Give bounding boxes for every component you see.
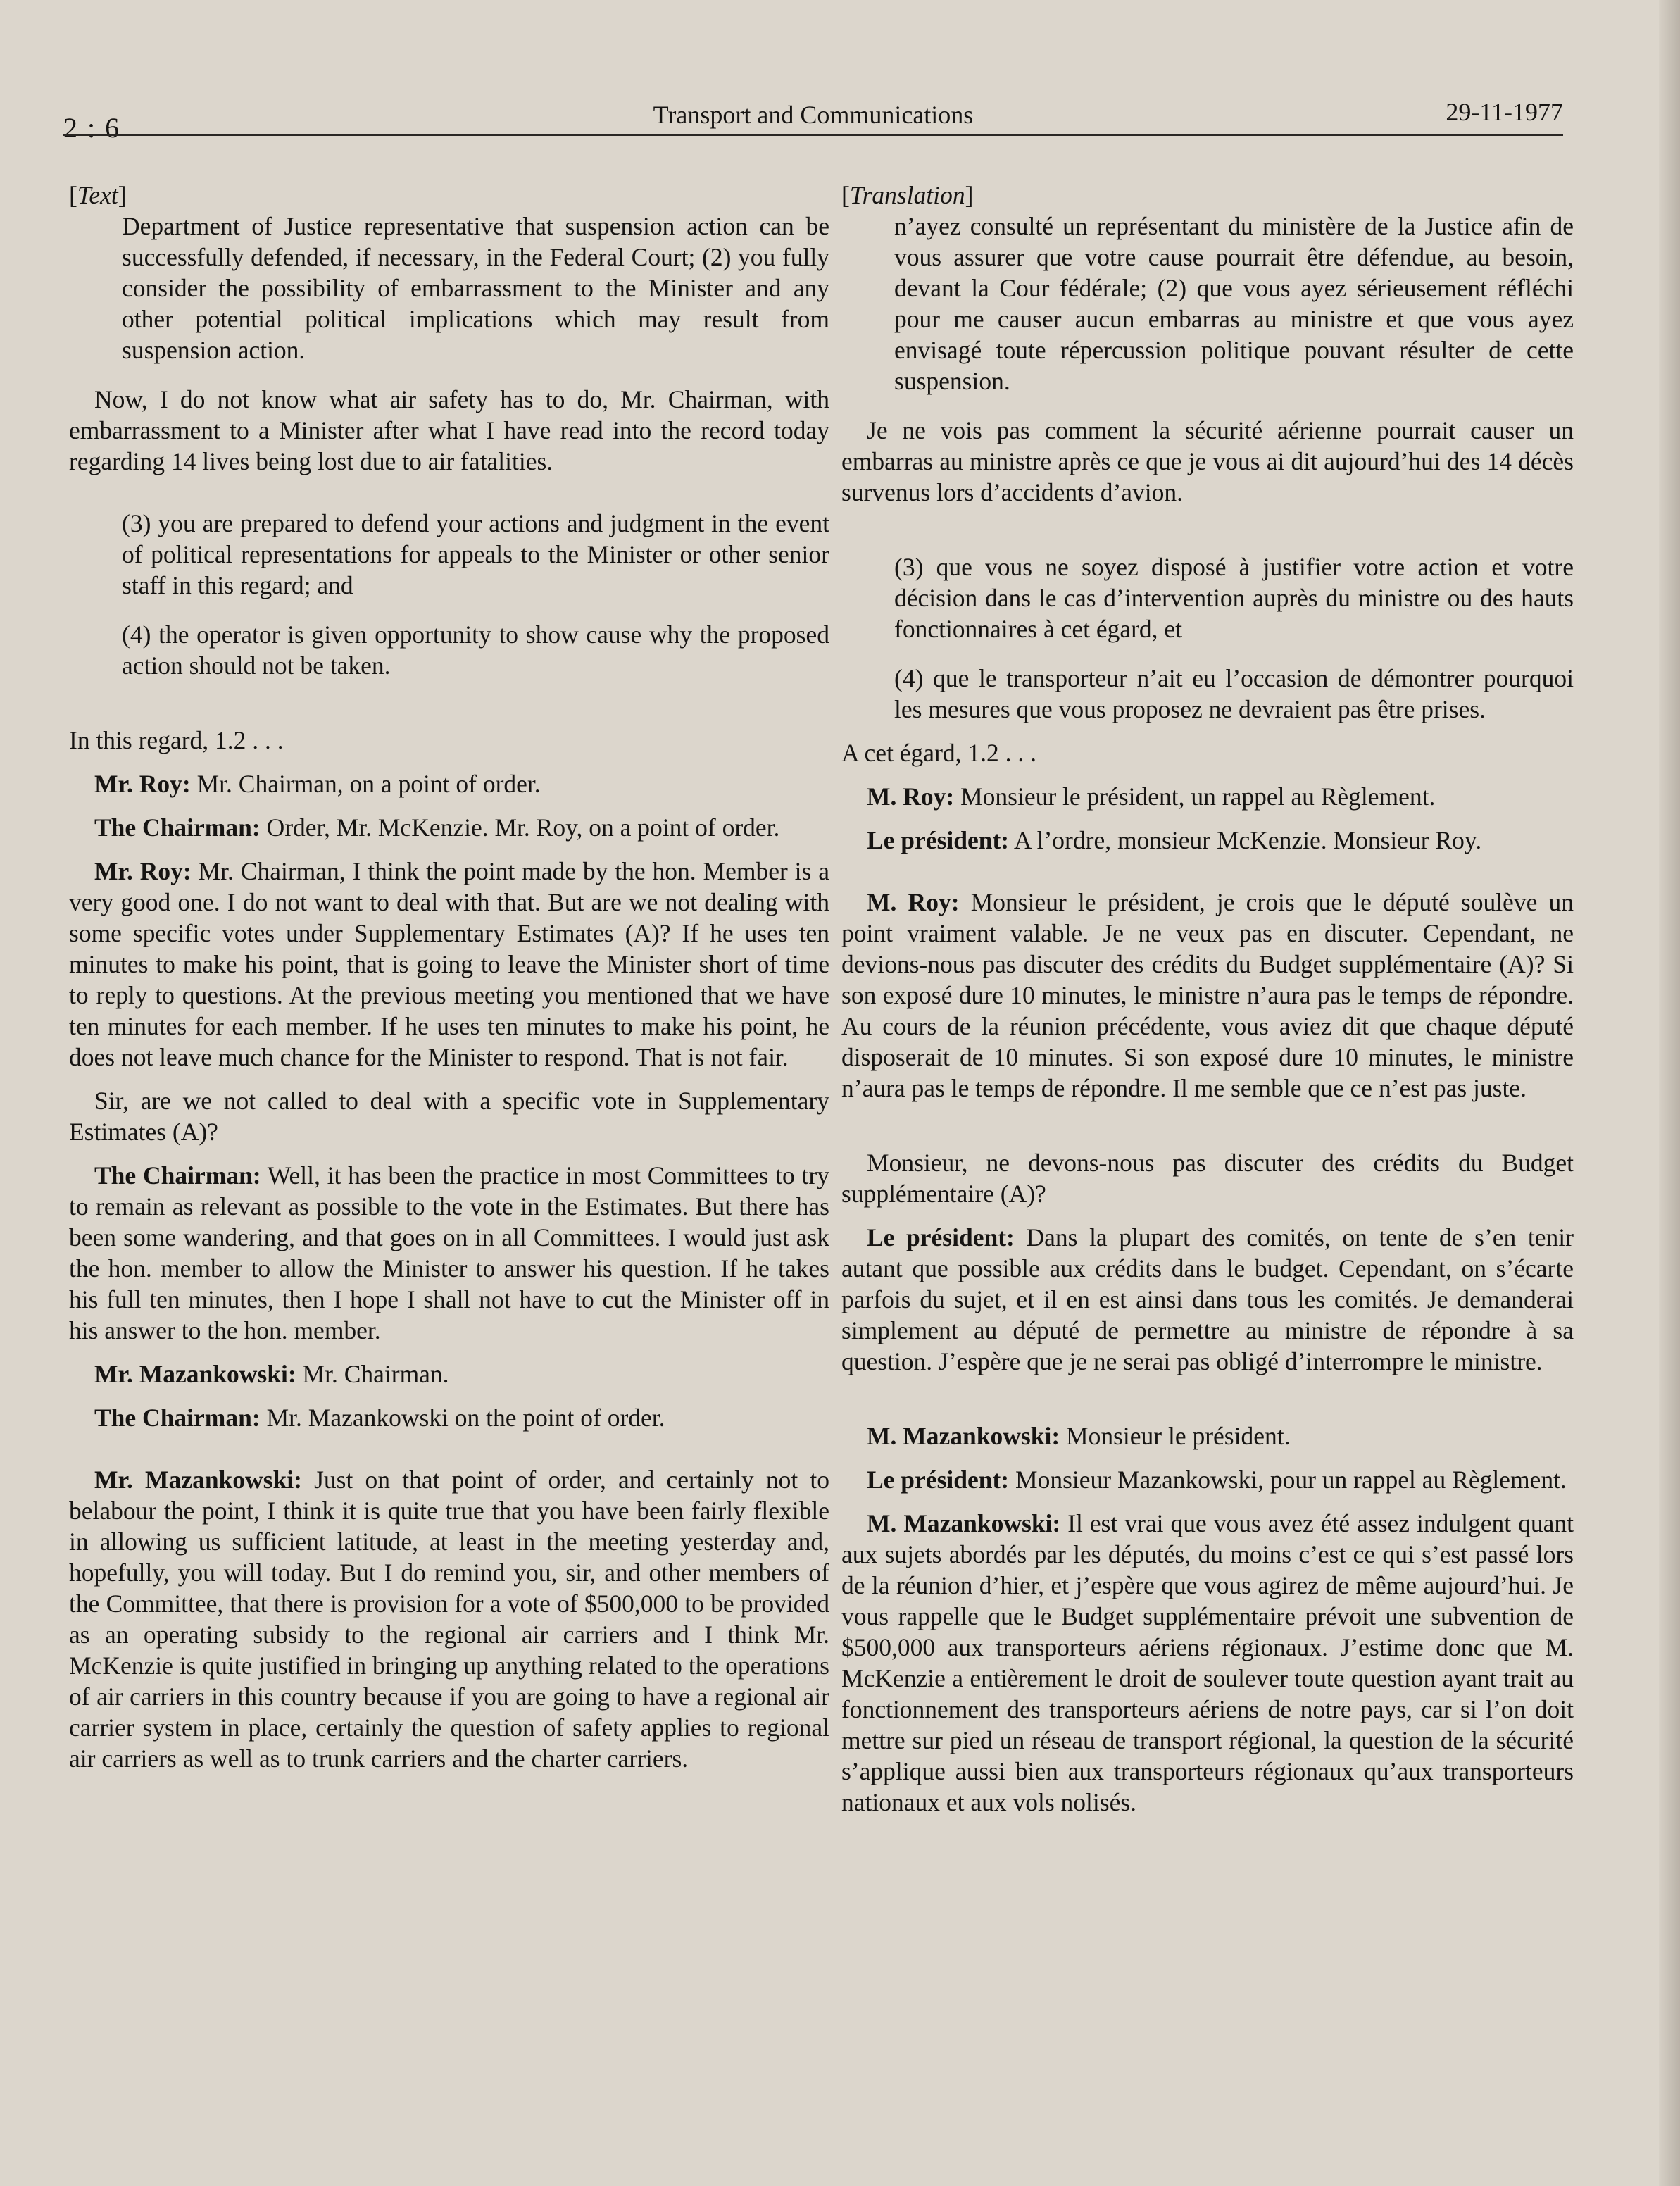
- header-rule: [63, 134, 1563, 136]
- page-edge: [1659, 0, 1680, 2186]
- speech-paragraph: [69, 1402, 829, 1433]
- speech-paragraph: [69, 1464, 829, 1774]
- speech-paragraph: [69, 856, 829, 1073]
- translation-label: Translation: [849, 181, 965, 209]
- speech-text: Mr. Chairman.: [296, 1360, 449, 1388]
- text-label: Text: [77, 181, 118, 209]
- speech-text: Monsieur le président, un rappel au Règlement.: [954, 782, 1436, 811]
- speaker-name: The Chairman:: [94, 1161, 261, 1189]
- speech-paragraph: [841, 887, 1574, 1104]
- column-label: [Translation]: [841, 181, 974, 209]
- speaker-name: M. Roy:: [867, 888, 960, 916]
- paragraph: Je ne vois pas comment la sécurité aérienne pourrait causer un embarras au ministre après ce que je vous ai dit aujourd’hui des 14 décès survenus lors d’accidents d’avion.: [841, 416, 1574, 506]
- header-date: 29-11-1977: [1446, 98, 1563, 126]
- speech-text: Well, it has been the practice in most Committees to try to remain as relevant as possible to the vote in the Estimates. But there has been some wandering, and that goes on in all Committees. I would just ask the hon. member to allow the Minister to answer his question. If he takes his full ten minutes, then I hope I shall not have to cut the Minister off in his answer to the hon. member.: [69, 1161, 829, 1344]
- speech-text: A l’ordre, monsieur McKenzie. Monsieur Roy.: [1009, 826, 1482, 854]
- speaker-name: Le président:: [867, 1466, 1010, 1494]
- speaker-name: Mr. Roy:: [94, 857, 192, 885]
- speech-paragraph: [841, 1222, 1574, 1377]
- speaker-name: Le président:: [867, 826, 1010, 854]
- quoted-paragraph: (4) que le transporteur n’ait eu l’occasion de démontrer pourquoi les mesures que vous proposez ne devraient pas être prises.: [894, 664, 1574, 723]
- speech-text: Monsieur le président.: [1060, 1422, 1291, 1450]
- speech-text: Order, Mr. McKenzie. Mr. Roy, on a point of order.: [260, 813, 780, 842]
- speech-paragraph: [841, 1464, 1574, 1495]
- speech-paragraph: [69, 768, 829, 799]
- english-column: [69, 180, 829, 1774]
- speech-text: Monsieur Mazankowski, pour un rappel au Règlement.: [1009, 1466, 1567, 1494]
- quoted-paragraph: n’ayez consulté un représentant du ministère de la Justice afin de vous assurer que votre cause pourrait être défendue, au besoin, devant la Cour fédérale; (2) que vous ayez sérieusement réfléchi pour me causer aucun embarras au ministre et que vous ayez envisagé toute répercussion politique pouvant résulter de cette suspension.: [894, 212, 1574, 395]
- quoted-paragraph: (4) the operator is given opportunity to show cause why the proposed action should not be taken.: [122, 620, 829, 680]
- french-column: [841, 180, 1574, 1818]
- speech-text: Mr. Chairman, I think the point made by the hon. Member is a very good one. I do not want to deal with that. But are we not dealing with some specific votes under Supplementary Estimates (A)? If he uses ten minutes to make his point, that is going to leave the Minister short of time to reply to questions. At the previous meeting you mentioned that we have ten minutes for each member. If he uses ten minutes to make his point, he does not leave much chance for the Minister to respond. That is not fair.: [69, 857, 829, 1071]
- paragraph: Monsieur, ne devons-nous pas discuter des crédits du Budget supplémentaire (A)?: [841, 1149, 1574, 1208]
- speaker-name: Mr. Mazankowski:: [94, 1360, 296, 1388]
- speech-paragraph: [69, 1359, 829, 1389]
- quoted-paragraph: (3) que vous ne soyez disposé à justifier votre action et votre décision dans le cas d’intervention auprès du ministre ou des hauts fonctionnaires à cet égard, et: [894, 553, 1574, 643]
- speaker-name: The Chairman:: [94, 813, 261, 842]
- header-title: Transport and Communications: [653, 101, 974, 129]
- speech-paragraph: [841, 825, 1574, 856]
- speech-text: Mr. Mazankowski on the point of order.: [260, 1404, 665, 1432]
- paragraph: A cet égard, 1.2 . . .: [841, 739, 1037, 767]
- speech-text: Il est vrai que vous avez été assez indulgent quant aux sujets abordés par les députés, du moins c’est ce qui s’est passé lors de la réunion d’hier, et j’espère que vous agirez de même aujourd’hui. Je vous rappelle que le Budget supplémentaire prévoit une subvention de $500,000 aux transporteurs aériens régionaux. J’estime donc que M. McKenzie a entièrement le droit de soulever toute question ayant trait au fonctionnement des transporteurs aériens de notre pays, car si l’on doit mettre sur pied un réseau de transport régional, la question de la sécurité s’applique aussi bien aux transporteurs régionaux qu’aux transporteurs nationaux et aux vols nolisés.: [841, 1509, 1574, 1816]
- speech-text: Monsieur le président, je crois que le député soulève un point vraiment valable. Je ne veux pas en discuter. Cependant, ne devions-nous pas discuter des crédits du Budget supplémentaire (A)? Si son exposé dure 10 minutes, le ministre n’aura pas le temps de répondre. Au cours de la réunion précédente, vous aviez dit que chaque député disposerait de 10 minutes. Si son exposé dure 10 minutes, le ministre n’aura pas le temps de répondre. Il me semble que ce n’est pas juste.: [841, 888, 1574, 1102]
- speaker-name: Le président:: [867, 1223, 1015, 1251]
- speech-paragraph: [841, 1420, 1574, 1451]
- page-number: 2 : 6: [63, 112, 121, 144]
- speech-text: Dans la plupart des comités, on tente de s’en tenir autant que possible aux crédits dans le budget. Cependant, on s’écarte parfois du sujet, et il en est ainsi dans tous les comités. Je demanderai simplement au député de permettre au ministre de répondre à sa question. J’espère que je ne serai pas obligé d’interrompre le ministre.: [841, 1223, 1574, 1375]
- quoted-paragraph: Department of Justice representative that suspension action can be successfully defended, if necessary, in the Federal Court; (2) you fully consider the possibility of embarrassment to the Minister and any other potential political implications which may result from suspension action.: [122, 212, 829, 364]
- speaker-name: The Chairman:: [94, 1404, 261, 1432]
- speech-text: Mr. Chairman, on a point of order.: [190, 770, 541, 798]
- speaker-name: M. Roy:: [867, 782, 955, 811]
- speaker-name: M. Mazankowski:: [867, 1509, 1061, 1537]
- speech-paragraph: [841, 781, 1574, 812]
- paragraph: In this regard, 1.2 . . .: [69, 726, 284, 754]
- speaker-name: M. Mazankowski:: [867, 1422, 1060, 1450]
- speaker-name: Mr. Mazankowski:: [94, 1466, 302, 1494]
- paragraph: Sir, are we not called to deal with a specific vote in Supplementary Estimates (A)?: [69, 1087, 829, 1146]
- speech-text: Just on that point of order, and certainly not to belabour the point, I think it is quite true that you have been fairly flexible in allowing us sufficient latitude, at least in the meeting yesterday and, hopefully, you will today. But I do remind you, sir, and other members of the Committee, that there is provision for a vote of $500,000 to be provided as an operating subsidy to the regional air carriers and I think Mr. McKenzie is quite justified in bringing up anything related to the operations of air carriers in this country because if you are going to have a regional air carrier system in place, certainly the question of safety applies to regional air carriers as well as to trunk carriers and the charter carriers.: [69, 1466, 829, 1773]
- speaker-name: Mr. Roy:: [94, 770, 191, 798]
- speech-paragraph: [841, 1508, 1574, 1818]
- paragraph: Now, I do not know what air safety has to do, Mr. Chairman, with embarrassment to a Minister after what I have read into the record today regarding 14 lives being lost due to air fatalities.: [69, 385, 829, 475]
- quoted-paragraph: (3) you are prepared to defend your actions and judgment in the event of political representations for appeals to the Minister or other senior staff in this regard; and: [122, 509, 829, 599]
- speech-paragraph: [69, 812, 829, 843]
- speech-paragraph: [69, 1160, 829, 1346]
- column-label: [Text]: [69, 181, 127, 209]
